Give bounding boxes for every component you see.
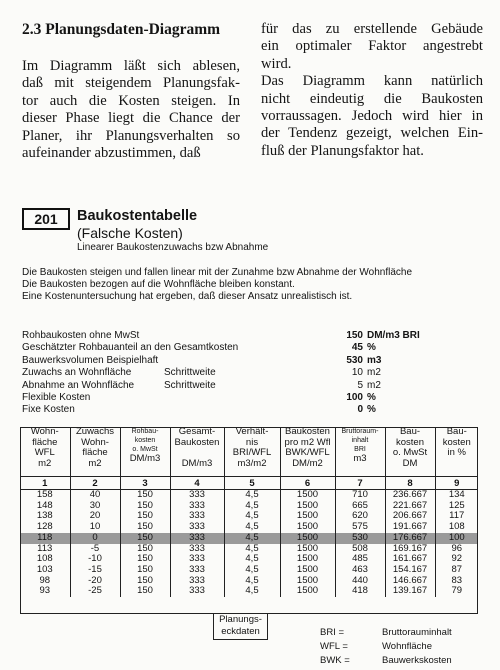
table-cell: 176.667: [385, 533, 435, 544]
table-cell: 150: [120, 554, 170, 565]
table-cell: 79: [435, 586, 478, 597]
table-cell: 4,5: [224, 522, 280, 533]
table-cell: 206.667: [385, 511, 435, 522]
table-cell: 154.167: [385, 565, 435, 576]
column-header-line: DM/m3: [129, 453, 161, 464]
left-column-line: dieser Phase liegt die Chance der: [22, 110, 240, 127]
column-header-line: [171, 448, 224, 459]
table-cell: 1500: [280, 576, 335, 587]
left-text-column: [22, 58, 240, 162]
table-cell: 20: [70, 511, 120, 522]
parameter-label: Rohbaukosten ohne MwSt: [22, 330, 140, 341]
parameter-unit: m3: [367, 354, 382, 366]
table-cell: 4,5: [224, 586, 280, 597]
parameter-row: [22, 392, 442, 404]
right-column-line: Das Diagramm kann natürlich: [261, 73, 483, 90]
table-cell: 4,5: [224, 554, 280, 565]
legend-key: BRI =: [320, 627, 345, 638]
column-number: 1: [20, 477, 70, 490]
parameter-value: 10: [351, 367, 363, 379]
table-cell: 1500: [280, 565, 335, 576]
table-cell: 150: [120, 576, 170, 587]
table-cell: 333: [170, 554, 224, 565]
table-cell: 161.667: [385, 554, 435, 565]
parameter-value: 100: [346, 392, 363, 403]
legend-value: Bruttorauminhalt: [382, 627, 452, 638]
abbreviation-legend: [320, 626, 490, 668]
column-header-line: Verhält-: [235, 426, 269, 437]
parameter-value: 45: [351, 342, 363, 354]
column-header-line: Bruttoraum-: [341, 428, 379, 435]
left-column-line: tor auch die Kosten steigen. In: [22, 92, 240, 109]
table-cell: 169.167: [385, 544, 435, 555]
parameter-label: Geschätzter Rohbauanteil an den Gesamtkosten: [22, 342, 239, 354]
parameter-row: [22, 330, 442, 342]
table-cell: 333: [170, 490, 224, 501]
table-cell: 150: [120, 586, 170, 597]
column-header-line: BWK/WFL: [285, 447, 330, 458]
table-cell: 4,5: [224, 490, 280, 501]
right-column-line: für das zu erstellende Gebäude: [261, 21, 483, 37]
column-header-line: Baukosten: [285, 426, 330, 437]
parameter-label: Abnahme an Wohnfläche: [22, 379, 135, 391]
column-number-row: [20, 477, 478, 490]
table-cell: 4,5: [224, 511, 280, 522]
table-cell: 333: [170, 586, 224, 597]
table-cell: 118: [20, 533, 70, 544]
parameter-step-label: Schrittweite: [164, 367, 216, 379]
column-header-line: Bau-: [399, 426, 421, 437]
column-header-line: DM/m2: [292, 457, 323, 469]
column-header: [435, 427, 478, 477]
column-header-line: BRI: [354, 446, 366, 453]
column-header-line: m3/m2: [237, 457, 267, 469]
column-header-line: BRI/WFL: [232, 447, 272, 458]
table-cell: 463: [335, 565, 385, 576]
left-column-line: Im Diagramm läßt sich ablesen,: [22, 58, 240, 74]
table-cell: 83: [435, 576, 478, 587]
legend-value: Wohnfläche: [382, 641, 432, 652]
column-header-line: Rohbau-: [131, 428, 159, 435]
table-cell: -5: [70, 544, 120, 555]
right-column-line: ein optimaler Faktor angestrebt: [261, 38, 483, 55]
parameter-value: 150: [346, 330, 363, 341]
column-number: 9: [435, 477, 478, 490]
table-cell: 108: [36, 553, 53, 565]
table-subtitle-secondary: Linearer Baukostenzuwachs bzw Abnahme: [77, 242, 269, 253]
table-cell: 1500: [280, 511, 335, 522]
parameter-row: [22, 355, 442, 367]
table-cell: 108: [435, 522, 478, 533]
table-cell: 103: [36, 563, 53, 575]
column-header-line: Bau-: [446, 426, 467, 437]
table-cell: 0: [70, 533, 120, 544]
table-cell: 134: [435, 490, 478, 501]
table-cell: 40: [70, 490, 120, 501]
parameter-label: Bauwerksvolumen Beispielhaft: [22, 354, 159, 366]
table-number-box: 201: [22, 208, 70, 230]
table-cell: 1500: [280, 501, 335, 512]
column-header: [170, 427, 224, 477]
parameter-row: [22, 404, 442, 416]
planning-box-line: eckdaten: [221, 626, 260, 637]
parameter-value: 530: [346, 354, 363, 366]
right-column-line: wird.: [261, 55, 292, 72]
section-heading: 2.3 Planungsdaten-Diagramm: [22, 21, 221, 38]
table-cell: 1500: [280, 544, 335, 555]
table-cell: 508: [335, 544, 385, 555]
parameter-label: Zuwachs an Wohnfläche: [22, 367, 132, 379]
table-cell: 87: [435, 565, 478, 576]
table-cell: 1500: [280, 490, 335, 501]
planning-data-box: [213, 614, 268, 640]
table-title: Baukostentabelle: [77, 208, 198, 224]
column-number: 6: [280, 477, 335, 490]
table-cell: 418: [335, 586, 385, 597]
legend-row: [320, 640, 490, 654]
column-header-line: kosten: [396, 436, 424, 448]
table-cell: 485: [335, 554, 385, 565]
column-header-line: fläche: [82, 447, 108, 458]
table-cell: 333: [170, 565, 224, 576]
left-column-line: daß mit steigendem Planungsfak-: [22, 75, 240, 92]
left-column-line: aufeinander abzustimmen, daß: [22, 145, 201, 162]
parameter-row: [22, 342, 442, 354]
table-cell: 10: [70, 522, 120, 533]
table-cell: 333: [170, 544, 224, 555]
parameter-unit: %: [367, 392, 376, 403]
column-header-line: inhalt: [351, 437, 369, 444]
table-cell: 1500: [280, 554, 335, 565]
table-cell: 98: [39, 574, 51, 586]
parameter-row: [22, 380, 442, 392]
table-cell: 92: [435, 554, 478, 565]
table-cell: 138: [36, 510, 53, 522]
column-number: 2: [70, 477, 120, 490]
column-header-line: [436, 459, 479, 470]
table-cell: 333: [170, 522, 224, 533]
legend-value: Bauwerkskosten: [382, 655, 452, 666]
column-header-line: o. MwSt: [392, 447, 428, 458]
parameter-unit: m2: [367, 367, 381, 379]
column-header-line: nis: [245, 436, 259, 448]
table-cell: 333: [170, 511, 224, 522]
table-cell: 665: [335, 501, 385, 512]
cost-table: [20, 427, 478, 597]
intro-line: Die Baukosten steigen und fallen linear mit der Zunahme bzw Abnahme der Wohnfläche: [22, 267, 413, 278]
table-cell: 139.167: [385, 586, 435, 597]
table-cell: 1500: [280, 586, 335, 597]
column-header: [385, 427, 435, 477]
parameter-label: Fixe Kosten: [22, 404, 75, 416]
parameter-row: [22, 367, 442, 379]
table-cell: 150: [120, 501, 170, 512]
column-header-line: DM: [402, 457, 418, 469]
table-cell: 146.667: [385, 576, 435, 587]
column-number: 5: [224, 477, 280, 490]
table-cell: 333: [170, 501, 224, 512]
table-cell: -15: [70, 565, 120, 576]
table-cell: 4,5: [224, 533, 280, 544]
column-header-line: m2: [88, 457, 102, 469]
parameter-value: 0: [357, 404, 363, 416]
column-header-line: o. MwSt: [132, 446, 158, 453]
table-cell: 575: [335, 522, 385, 533]
column-header-line: fläche: [32, 436, 58, 448]
planning-box-line: Planungs-: [219, 614, 262, 625]
column-header: [224, 427, 280, 477]
parameter-value: 5: [357, 379, 363, 391]
parameter-unit: %: [367, 404, 376, 416]
table-cell: -10: [70, 554, 120, 565]
table-cell: 4,5: [224, 544, 280, 555]
column-header-line: Gesamt-: [178, 426, 216, 437]
intro-text: [22, 267, 412, 303]
column-header-line: Wohn-: [30, 426, 59, 437]
column-header-line: Zuwachs: [75, 426, 114, 437]
table-cell: 148: [36, 499, 53, 511]
table-cell: 333: [170, 576, 224, 587]
table-cell: 150: [120, 533, 170, 544]
table-cell: 117: [435, 511, 478, 522]
table-cell: 236.667: [385, 490, 435, 501]
parameter-unit: m2: [367, 379, 381, 391]
table-header-row: [20, 427, 478, 477]
table-cell: 191.667: [385, 522, 435, 533]
table-cell: 128: [36, 521, 53, 533]
legend-key: BWK =: [320, 655, 350, 666]
legend-row: [320, 654, 490, 668]
column-number: 4: [170, 477, 224, 490]
table-subtitle: (Falsche Kosten): [77, 225, 183, 241]
column-header-line: WFL: [34, 447, 55, 458]
column-header-line: in %: [447, 447, 466, 458]
right-column-line: nicht eindeutig die Baukosten: [261, 90, 483, 107]
column-number: 8: [385, 477, 435, 490]
column-header-line: kosten: [442, 436, 471, 448]
table-cell: 30: [70, 501, 120, 512]
column-header-line: DM/m3: [181, 457, 213, 469]
legend-key: WFL =: [320, 641, 348, 652]
column-header: [20, 427, 70, 477]
intro-line: Eine Kostenuntersuchung hat ergeben, daß dieser Ansatz unrealistisch ist.: [22, 291, 353, 302]
column-header-line: m2: [38, 457, 52, 469]
table-cell: 125: [435, 501, 478, 512]
table-cell: 333: [170, 533, 224, 544]
column-header-line: pro m2 Wfl: [284, 436, 331, 448]
table-cell: 620: [335, 511, 385, 522]
table-cell: 150: [120, 490, 170, 501]
parameter-label: Flexible Kosten: [22, 392, 91, 403]
table-cell: -25: [70, 586, 120, 597]
table-cell: 158: [36, 489, 53, 500]
table-cell: 113: [37, 542, 53, 554]
table-cell: 221.667: [385, 501, 435, 512]
column-header: [120, 427, 170, 477]
left-column-line: Planer, ihr Planungsverhalten so: [22, 127, 240, 144]
column-number: 3: [120, 477, 170, 490]
parameter-unit: %: [367, 342, 376, 354]
table-cell: 100: [435, 533, 478, 544]
table-cell: 1500: [280, 533, 335, 544]
parameter-step-label: Schrittweite: [164, 379, 216, 391]
column-header-line: kosten: [134, 437, 156, 444]
table-row: [20, 586, 478, 597]
table-cell: 710: [335, 490, 385, 501]
table-cell: 150: [120, 565, 170, 576]
column-header: [70, 427, 120, 477]
table-cell: 96: [435, 544, 478, 555]
right-column-line: fluß der Planungsfaktor hat.: [261, 142, 424, 159]
column-header: [280, 427, 335, 477]
intro-line: Die Baukosten bezogen auf die Wohnfläche bleiben konstant.: [22, 279, 295, 290]
right-column-line: vorraussagen. Jedoch wird hier in: [261, 108, 483, 125]
table-cell: 1500: [280, 522, 335, 533]
column-header: [335, 427, 385, 477]
table-cell: 150: [120, 511, 170, 522]
table-cell: 150: [120, 522, 170, 533]
right-column-line: der Tendenz gezeigt, welchen Ein-: [261, 125, 483, 142]
column-header-line: Baukosten: [174, 436, 220, 448]
column-header-line: Wohn-: [81, 436, 109, 448]
table-cell: 93: [39, 585, 51, 597]
legend-row: [320, 626, 490, 640]
table-cell: 4,5: [224, 576, 280, 587]
table-row-highlighted: [20, 533, 478, 544]
table-cell: 4,5: [224, 501, 280, 512]
table-cell: 530: [335, 533, 385, 544]
table-cell: 440: [335, 576, 385, 587]
column-number: 7: [335, 477, 385, 490]
right-text-column: [261, 21, 483, 160]
table-cell: 150: [120, 544, 170, 555]
table-cell: -20: [70, 576, 120, 587]
table-cell: 4,5: [224, 565, 280, 576]
column-header-line: m3: [353, 453, 367, 464]
parameter-unit: DM/m3 BRI: [367, 330, 420, 341]
